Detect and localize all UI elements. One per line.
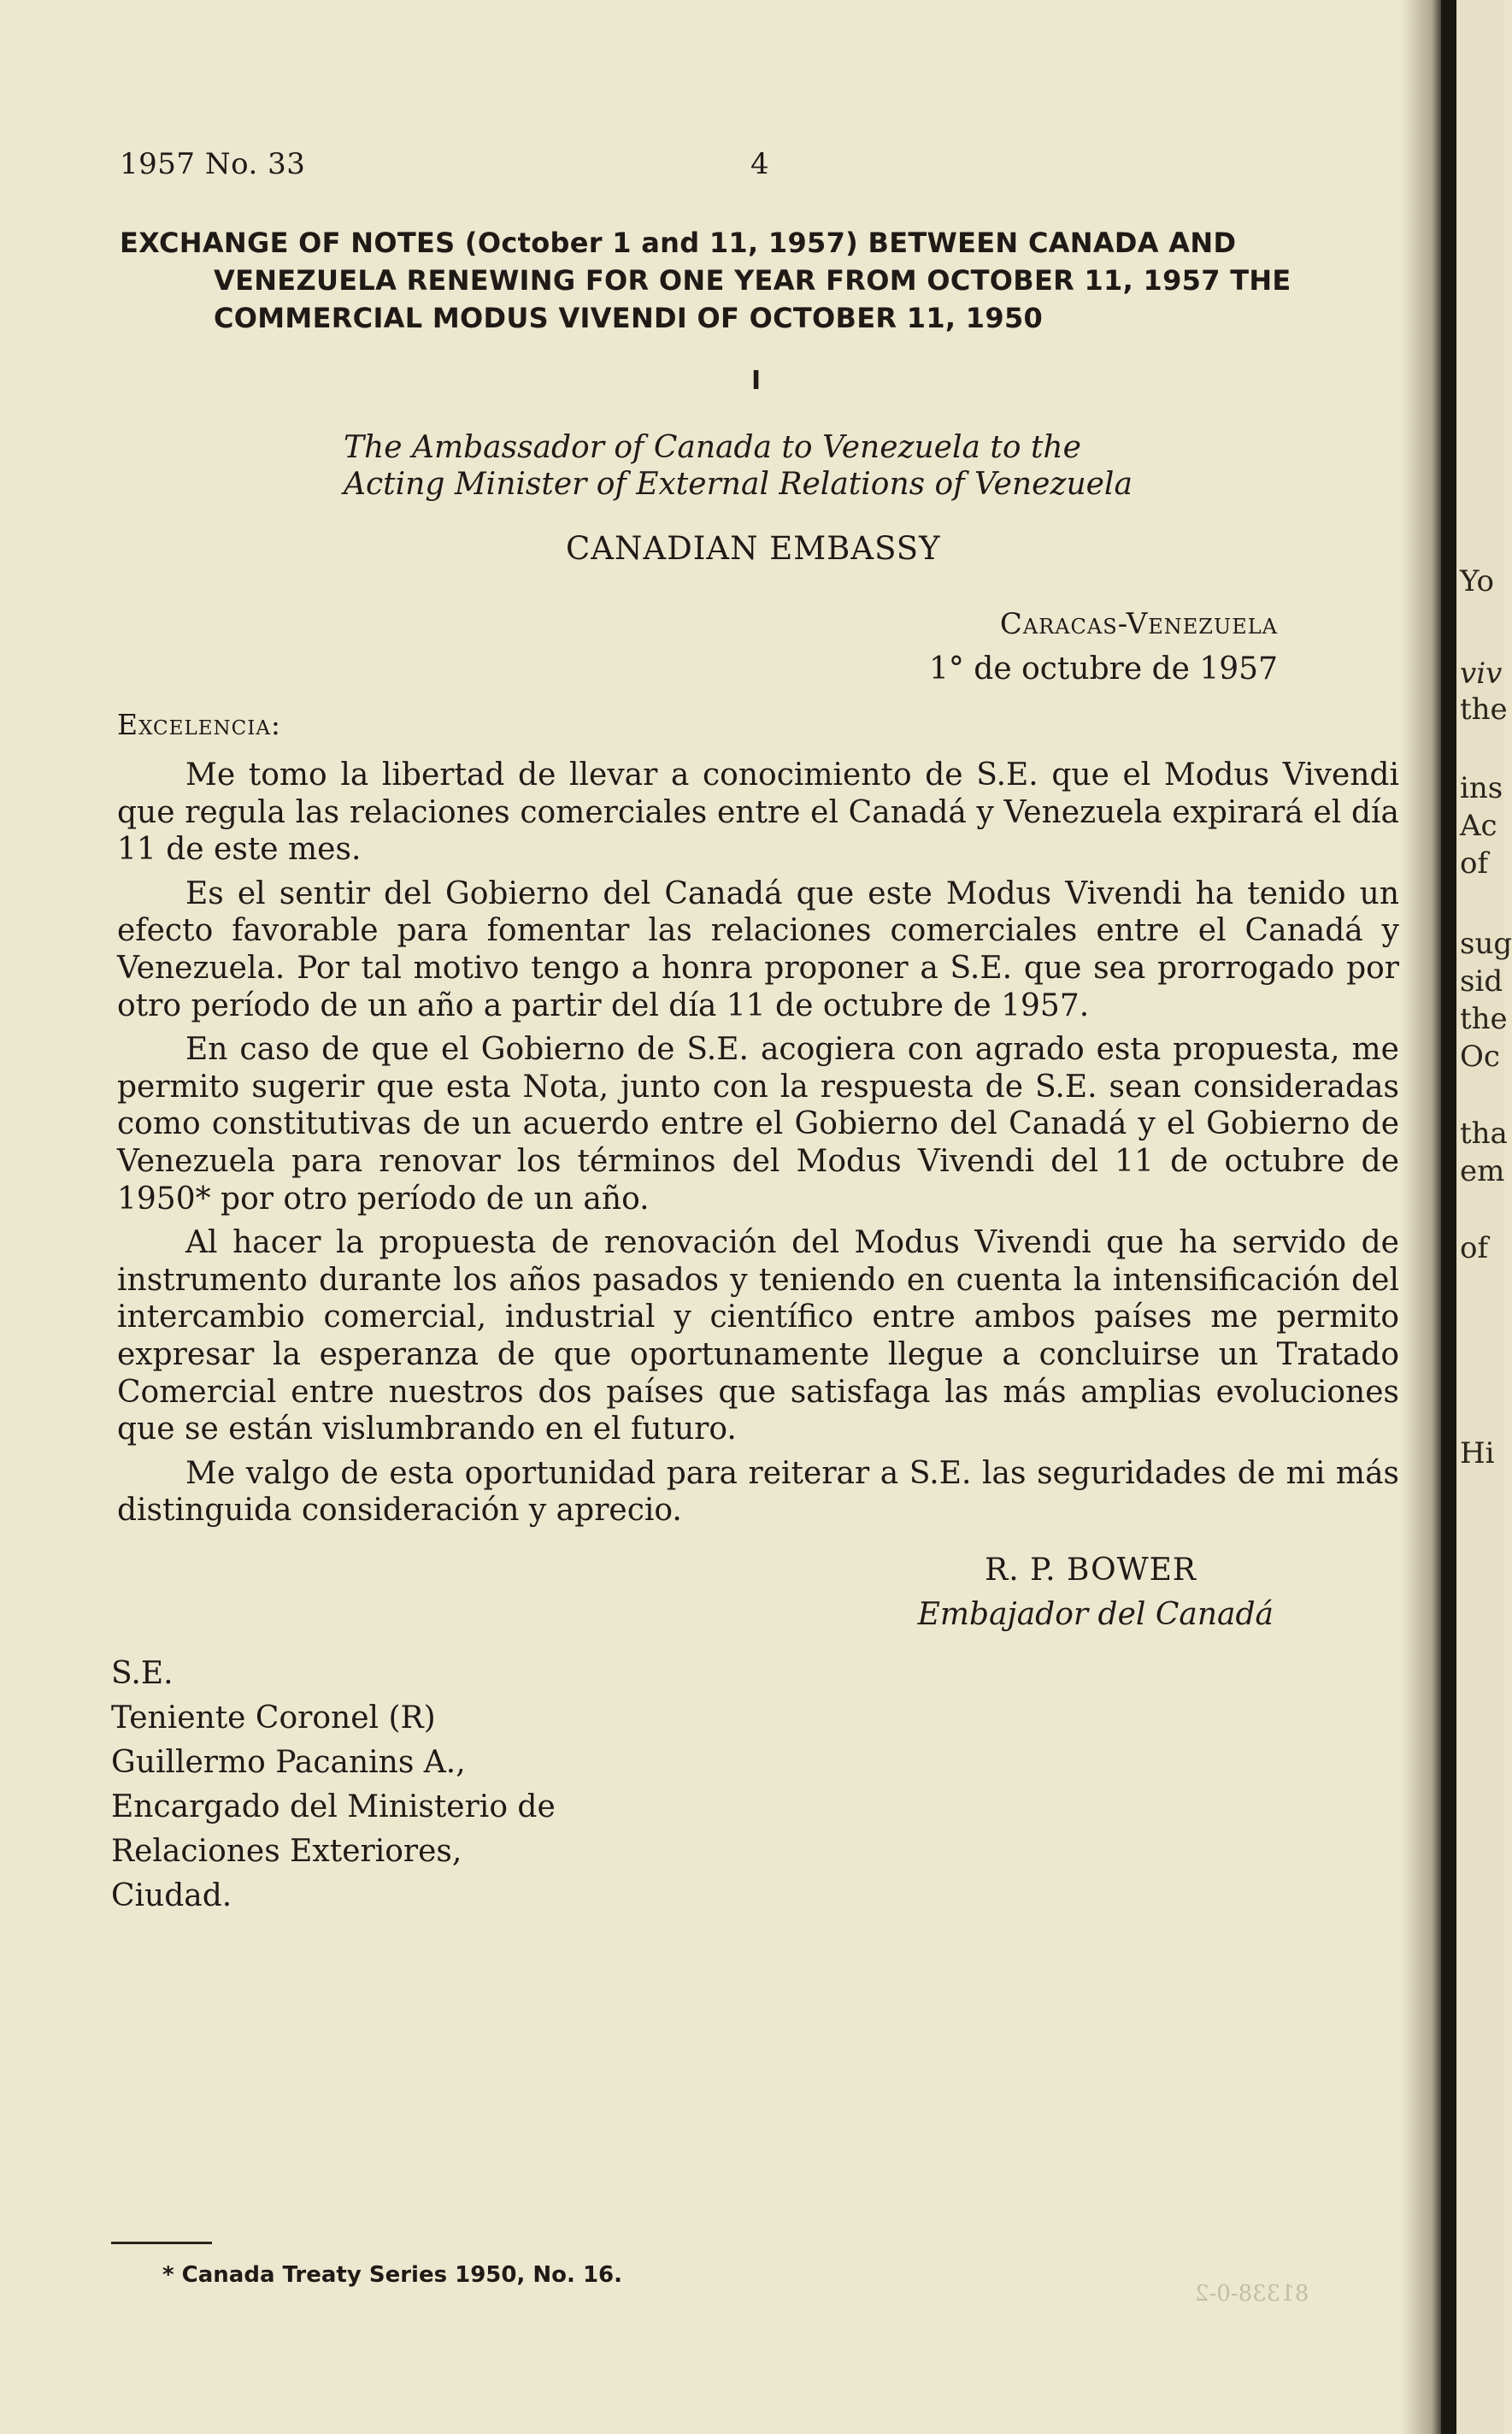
- paragraph: Al hacer la propuesta de renovación del Modus Vivendi que ha servido de instrumento durante los años pasados y teniendo en cuenta la intensificación del intercambio comercial, industrial y científico entre ambos países me permito expresar la esperanza de que oportunamente llegue a concluirse un Tratado Comercial entre nuestros dos países que satisfaga las más amplias evoluciones que se están vislumbrando en el futuro.: [117, 1225, 1399, 1447]
- letter-body: [117, 757, 1399, 1536]
- addressee-line: S.E.: [111, 1656, 174, 1691]
- adjacent-text: tha: [1460, 1117, 1508, 1151]
- adjacent-text: of: [1460, 1231, 1489, 1265]
- adjacent-text: the: [1460, 692, 1508, 727]
- print-code: 81338-0-2: [1195, 2281, 1309, 2307]
- adjacent-text: sid: [1460, 964, 1503, 999]
- adjacent-page-edge: [1456, 0, 1512, 2434]
- document-title: [120, 224, 1419, 337]
- series-number: 1957 No. 33: [120, 147, 306, 181]
- adjacent-text: em: [1460, 1154, 1505, 1188]
- title-line: VENEZUELA RENEWING FOR ONE YEAR FROM OCTOBER 11, 1957 THE: [214, 264, 1291, 297]
- book-gutter: [1441, 0, 1456, 2434]
- date-line: 1° de octubre de 1957: [928, 651, 1278, 687]
- addressee-line: Ciudad.: [111, 1878, 232, 1913]
- salutation: Excelencia:: [117, 708, 282, 741]
- paragraph: En caso de que el Gobierno de S.E. acogiera con agrado esta propuesta, me permito sugerir que esta Nota, junto con la respuesta de S.E. sean consideradas como constitutivas de un acuerdo entre el Gobierno del Canadá y el Gobierno de Venezuela para renovar los términos del Modus Vivendi del 11 de octubre de 1950* por otro período de un año.: [117, 1032, 1399, 1217]
- addressee-block: [111, 1652, 556, 1918]
- paragraph: Es el sentir del Gobierno del Canadá que este Modus Vivendi ha tenido un efecto favorable para fomentar las relaciones comerciales entre el Canadá y Venezuela. Por tal motivo tengo a honra proponer a S.E. que sea prorrogado por otro período de un año a partir del día 11 de octubre de 1957.: [117, 875, 1399, 1023]
- adjacent-text: of: [1460, 846, 1489, 881]
- adjacent-text: Hi: [1460, 1436, 1495, 1470]
- note-subtitle: [344, 429, 1133, 503]
- spine-shadow: [1402, 0, 1444, 2434]
- paragraph: Me tomo la libertad de llevar a conocimiento de S.E. que el Modus Vivendi que regula las relaciones comerciales entre el Canadá y Venezuela expirará el día 11 de este mes.: [117, 757, 1399, 868]
- signatory-title: Embajador del Canadá: [917, 1597, 1274, 1632]
- paragraph: Me valgo de esta oportunidad para reiterar a S.E. las seguridades de mi más distinguida consideración y aprecio.: [117, 1455, 1399, 1529]
- footnote-rule: [111, 2242, 212, 2244]
- adjacent-text: sug: [1460, 927, 1512, 961]
- place-line: Caracas-Venezuela: [999, 607, 1278, 641]
- addressee-line: Teniente Coronel (R): [111, 1700, 436, 1736]
- adjacent-text: Yo: [1460, 564, 1494, 598]
- signatory-name: R. P. BOWER: [985, 1553, 1197, 1588]
- title-line: EXCHANGE OF NOTES (October 1 and 11, 1957) BETWEEN CANADA AND: [120, 227, 1237, 259]
- section-numeral: I: [751, 366, 762, 396]
- footnote: * Canada Treaty Series 1950, No. 16.: [162, 2262, 623, 2288]
- subtitle-line: Acting Minister of External Relations of Venezuela: [344, 467, 1133, 502]
- adjacent-text: viv: [1460, 657, 1503, 691]
- adjacent-text: ins: [1460, 771, 1503, 805]
- subtitle-line: The Ambassador of Canada to Venezuela to the: [344, 430, 1081, 465]
- letterhead: CANADIAN EMBASSY: [566, 530, 941, 567]
- page-number: 4: [750, 147, 770, 181]
- adjacent-text: Ac: [1460, 809, 1497, 843]
- title-line: COMMERCIAL MODUS VIVENDI OF OCTOBER 11, 1950: [214, 302, 1044, 334]
- addressee-line: Encargado del Ministerio de: [111, 1789, 556, 1824]
- addressee-line: Guillermo Pacanins A.,: [111, 1745, 466, 1780]
- adjacent-text: the: [1460, 1002, 1508, 1036]
- adjacent-text: Oc: [1460, 1040, 1500, 1074]
- addressee-line: Relaciones Exteriores,: [111, 1834, 462, 1869]
